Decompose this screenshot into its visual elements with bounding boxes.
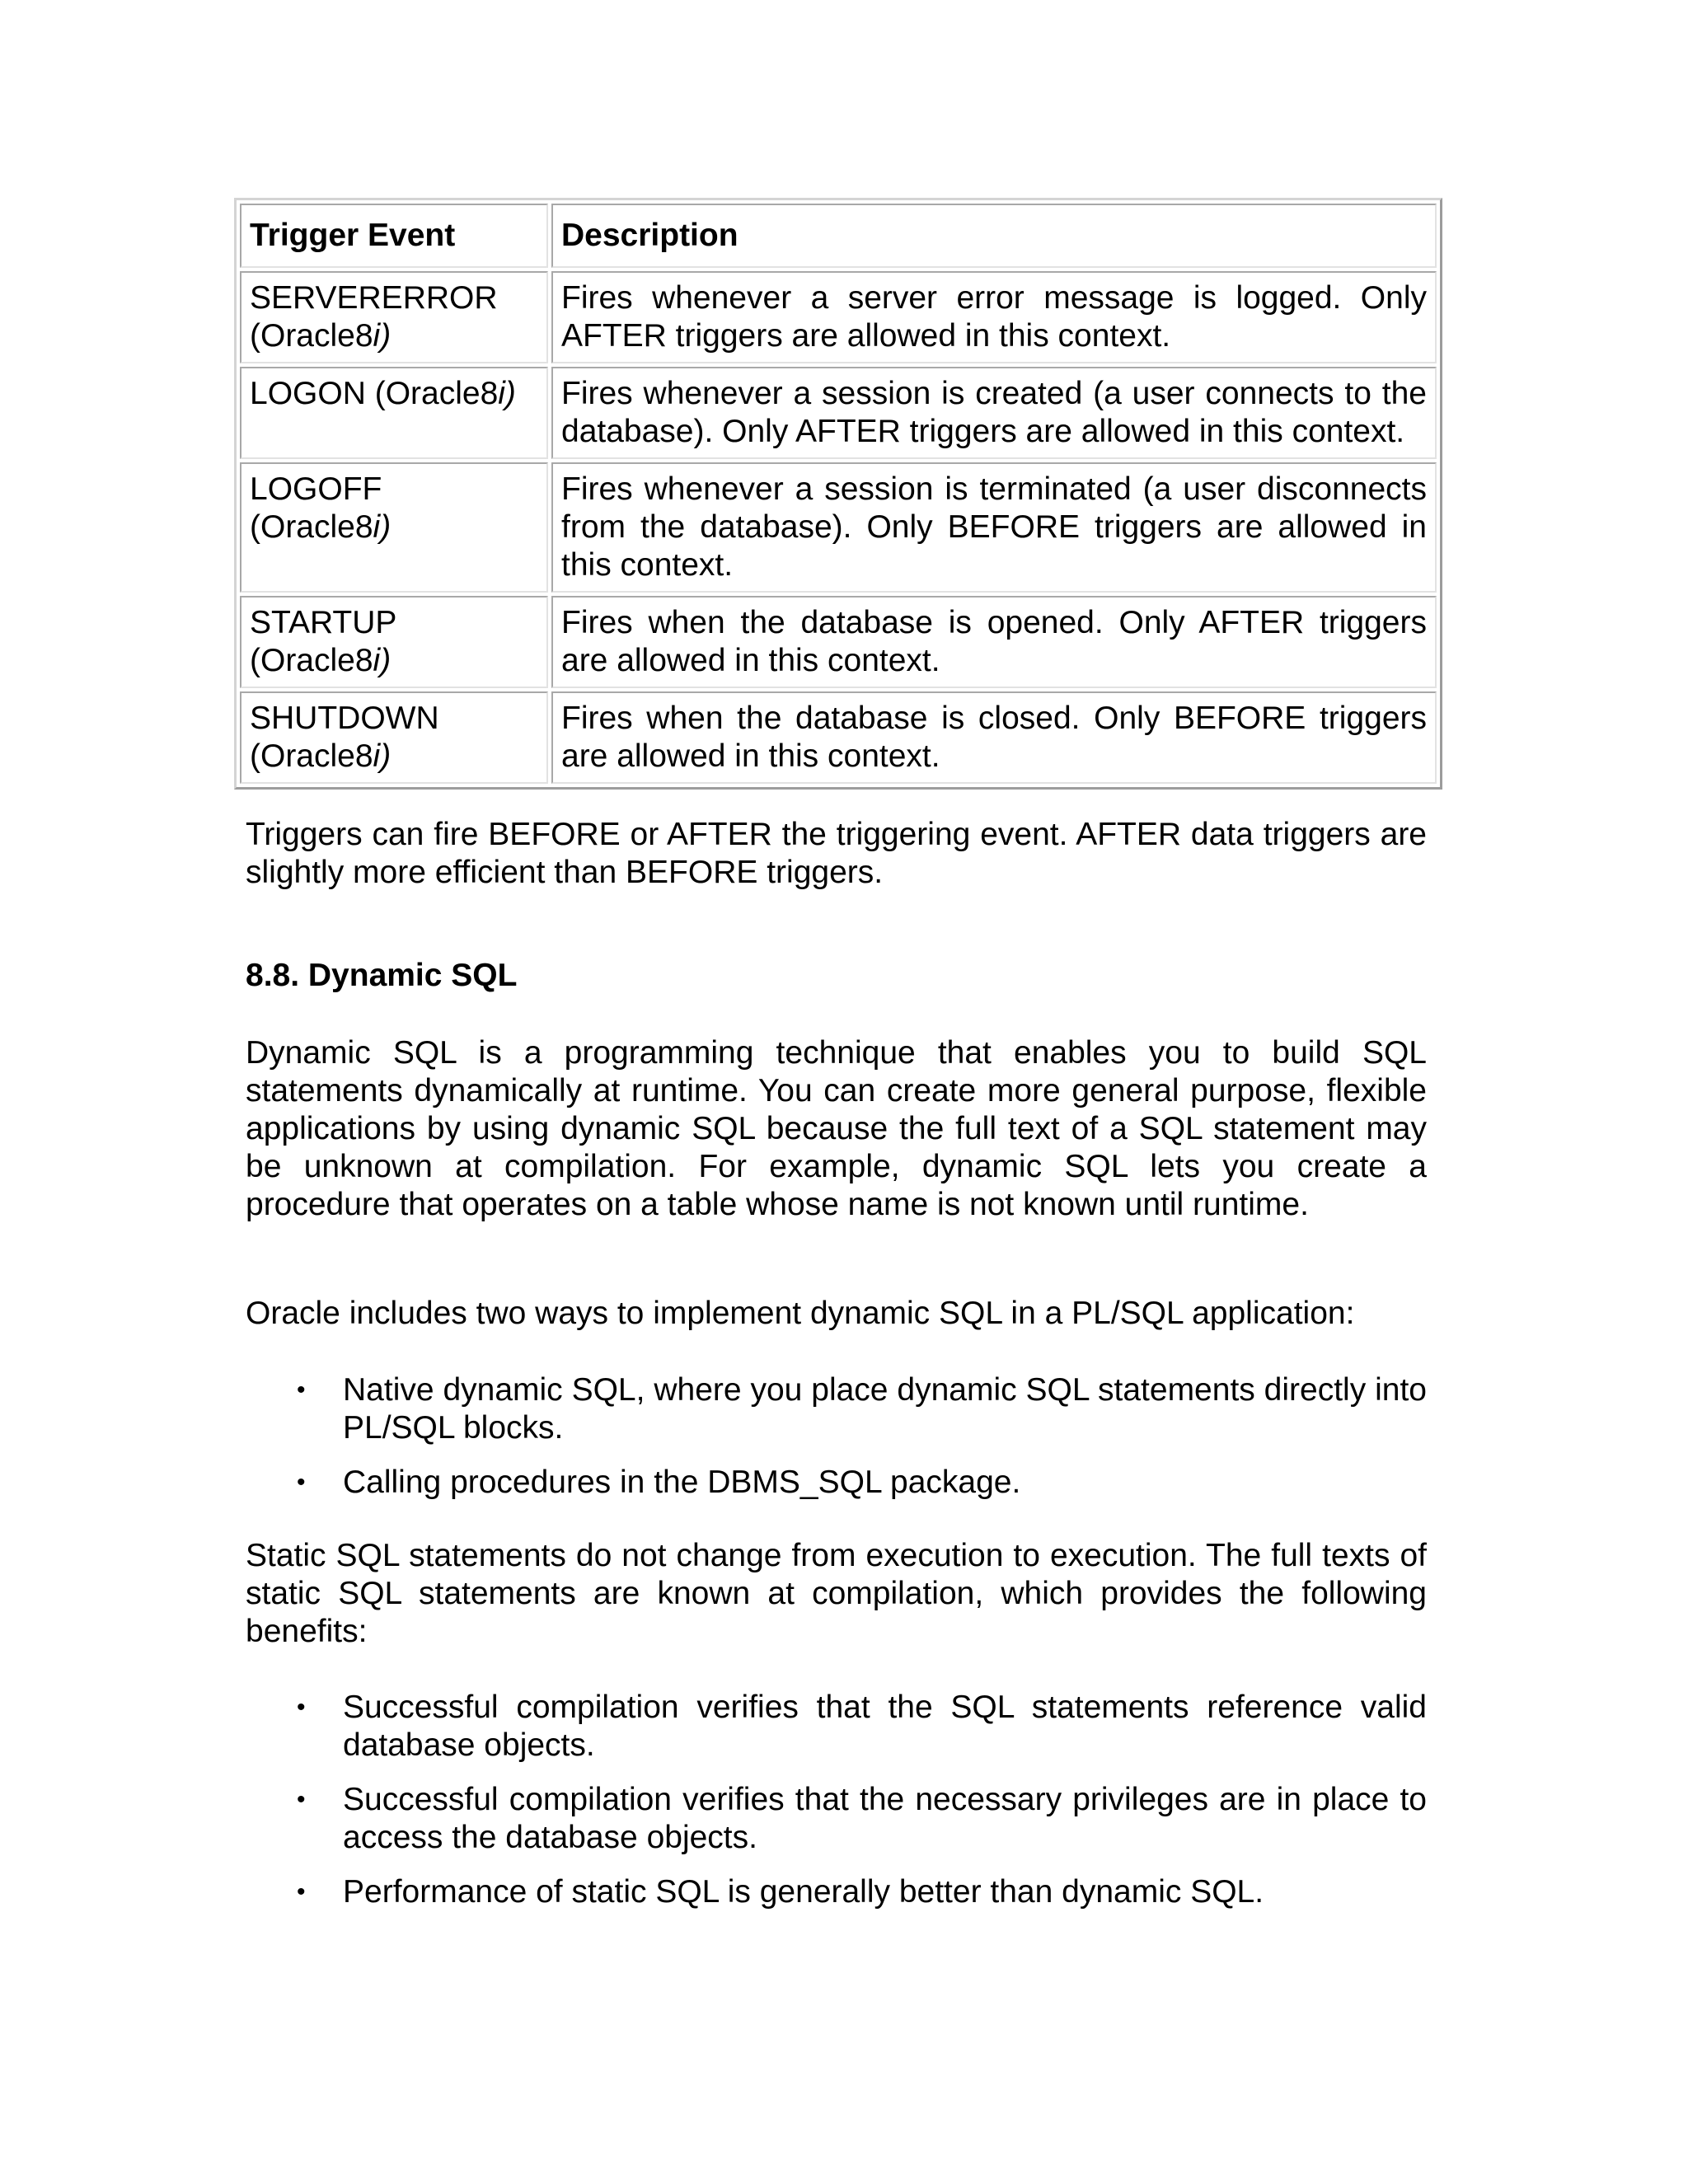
table-row xyxy=(240,462,1437,593)
table-row xyxy=(240,691,1437,784)
intro-paragraph: Triggers can fire BEFORE or AFTER the triggering event. AFTER data triggers are slightly more efficient than BEFORE triggers. xyxy=(246,817,1427,890)
bullet-icon: • xyxy=(297,1469,306,1496)
event-version: (Oracle8 xyxy=(250,318,373,354)
description-cell: Fires whenever a server error message is logged. Only AFTER triggers are allowed in this context. xyxy=(551,271,1437,363)
trigger-events-table xyxy=(234,198,1442,790)
implementation-list xyxy=(246,1371,1427,1502)
event-version: (Oracle8 xyxy=(374,376,499,411)
event-name: LOGOFF xyxy=(250,471,382,507)
event-cell xyxy=(240,691,548,784)
list-item-text: Performance of static SQL is generally better than dynamic SQL. xyxy=(343,1874,1264,1910)
list-item xyxy=(246,1371,1427,1447)
list-item-text: Calling procedures in the DBMS_SQL package. xyxy=(343,1465,1021,1500)
list-item-text: Successful compilation verifies that the necessary privileges are in place to access the database objects. xyxy=(343,1782,1427,1855)
event-version-italic: i) xyxy=(373,318,392,354)
implementation-paragraph: Oracle includes two ways to implement dynamic SQL in a PL/SQL application: xyxy=(246,1296,1355,1331)
list-item xyxy=(246,1464,1427,1502)
header-description: Description xyxy=(551,204,1437,268)
event-version-italic: i) xyxy=(373,738,392,774)
description-cell: Fires whenever a session is created (a user connects to the database). Only AFTER triggers are allowed in this context. xyxy=(551,367,1437,459)
event-cell xyxy=(240,462,548,593)
event-version-italic: i) xyxy=(373,509,392,545)
event-version: (Oracle8 xyxy=(250,738,373,774)
benefits-list xyxy=(246,1689,1427,1911)
section-heading: 8.8. Dynamic SQL xyxy=(246,958,518,993)
bullet-icon: • xyxy=(297,1694,306,1721)
bullet-icon: • xyxy=(297,1786,306,1813)
static-sql-paragraph: Static SQL statements do not change from execution to execution. The full texts of static SQL statements are known at compilation, which provides the following benefits: xyxy=(246,1538,1427,1649)
table-row xyxy=(240,367,1437,459)
event-version: (Oracle8 xyxy=(250,643,373,678)
list-item xyxy=(246,1873,1427,1911)
list-item-text: Successful compilation verifies that the SQL statements reference valid database objects. xyxy=(343,1690,1427,1763)
event-name: SHUTDOWN xyxy=(250,701,439,736)
table-row xyxy=(240,271,1437,363)
header-trigger-event: Trigger Event xyxy=(240,204,548,268)
event-cell xyxy=(240,596,548,688)
dynamic-sql-paragraph: Dynamic SQL is a programming technique that enables you to build SQL statements dynamically at runtime. You can create more general purpose, flexible applications by using dynamic SQL because the full text of a SQL statement may be unknown at compilation. For example, dynamic SQL lets you create a procedure that operates on a table whose name is not known until runtime. xyxy=(246,1035,1427,1222)
event-cell xyxy=(240,271,548,363)
table-row xyxy=(240,596,1437,688)
description-cell: Fires when the database is closed. Only BEFORE triggers are allowed in this context. xyxy=(551,691,1437,784)
event-name: SERVERERROR xyxy=(250,280,498,316)
event-name: STARTUP xyxy=(250,605,397,640)
list-item xyxy=(246,1781,1427,1857)
event-name: LOGON xyxy=(250,376,366,411)
event-version-italic: i) xyxy=(373,643,392,678)
event-version: (Oracle8 xyxy=(250,509,373,545)
description-cell: Fires whenever a session is terminated (a user disconnects from the database). Only BEFORE triggers are allowed in this context. xyxy=(551,462,1437,593)
event-version-italic: i) xyxy=(498,376,516,411)
list-item xyxy=(246,1689,1427,1765)
table-header-row xyxy=(240,204,1437,268)
event-cell xyxy=(240,367,548,459)
description-cell: Fires when the database is opened. Only AFTER triggers are allowed in this context. xyxy=(551,596,1437,688)
bullet-icon: • xyxy=(297,1376,306,1404)
list-item-text: Native dynamic SQL, where you place dynamic SQL statements directly into PL/SQL blocks. xyxy=(343,1372,1427,1446)
bullet-icon: • xyxy=(297,1878,306,1905)
